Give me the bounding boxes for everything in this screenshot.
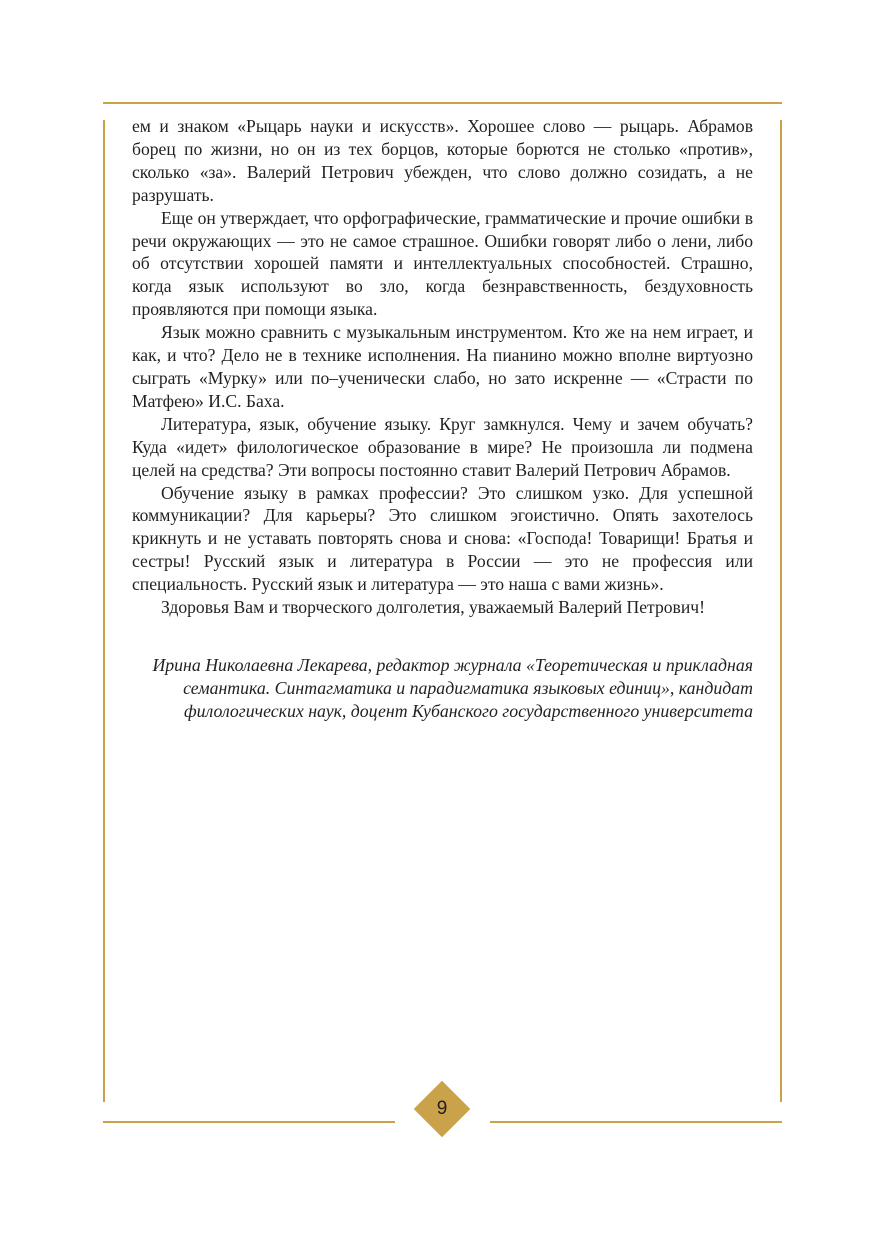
- paragraph-3: Язык можно сравнить с музыкальным инструментом. Кто же на нем играет, и как, и что? Дело не в технике исполнения. На пианино можно вполне виртуозно сыграть «Мурку» или по–ученически слабо, но зато искренне — «Страсти по Матфею» И.С. Баха.: [132, 322, 753, 411]
- paragraph-2: Еще он утверждает, что орфографические, грамматические и прочие ошибки в речи окружающих — это не самое страшное. Ошибки говорят либо о лени, либо об отсутствии хорошей памяти и интеллектуальных способностей. Страшно, когда язык используют во зло, когда безнравственность, бездуховность проявляются при помощи языка.: [132, 207, 753, 320]
- frame-bottom-right-rule: [490, 1121, 782, 1123]
- paragraph-4: Литература, язык, обучение языку. Круг замкнулся. Чему и зачем обучать? Куда «идет» филологическое образование в мире? Не произошла ли подмена целей на средства? Эти вопросы постоянно ставит Валерий Петрович Абрамов.: [132, 413, 753, 480]
- paragraph-5: Обучение языку в рамках профессии? Это слишком узко. Для успешной коммуникации? Для карьеры? Это слишком эгоистично. Опять захотелось крикнуть и не уставать повторять снова и снова: «Господа! Товарищи! Братья и сестры! Русский язык и литература в России — это не профессия или специальность. Русский язык и литература — это наша с вами жизнь».: [132, 482, 753, 595]
- article-body: [132, 115, 753, 619]
- author-signature: Ирина Николаевна Лекарева, редактор журнала «Теоретическая и прикладная семантика. Синтагматика и парадигматика языковых единиц», кандидат филологических наук, доцент Кубанского государственного университета: [152, 655, 753, 721]
- frame-top-rule: [103, 102, 782, 104]
- frame-left-rule: [103, 120, 105, 1102]
- frame-right-rule: [780, 120, 782, 1102]
- paragraph-1: ем и знаком «Рыцарь науки и искусств». Хорошее слово — рыцарь. Абрамов борец по жизни, но он из тех борцов, которые борются не столько «против», сколько «за». Валерий Петрович убежден, что слово должно созидать, а не разрушать.: [132, 116, 753, 205]
- page-number-badge: [414, 1081, 470, 1137]
- paragraph-6: Здоровья Вам и творческого долголетия, уважаемый Валерий Петрович!: [161, 597, 705, 618]
- frame-bottom-left-rule: [103, 1121, 395, 1123]
- page-number: 9: [436, 1098, 448, 1119]
